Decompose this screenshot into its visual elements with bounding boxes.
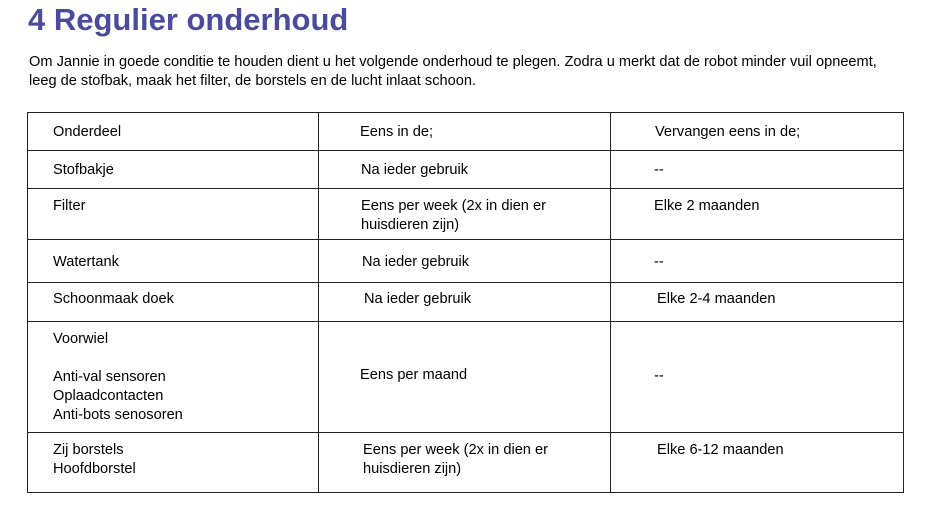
table-row: [28, 240, 904, 283]
table-header-row: [28, 113, 904, 151]
part-label: Anti-val sensoren: [53, 369, 166, 385]
frequency-label: Eens per week (2x in dien er: [363, 442, 548, 458]
replace-cell: [611, 433, 904, 493]
header-part: Onderdeel: [53, 124, 122, 140]
part-cell: [28, 189, 319, 240]
part-label: Voorwiel: [53, 331, 109, 347]
maintenance-table: [27, 112, 904, 493]
frequency-cell: [319, 240, 611, 283]
frequency-label: huisdieren zijn): [361, 217, 460, 233]
table-header-cell: [28, 113, 319, 151]
table-row: [28, 283, 904, 322]
part-cell: [28, 433, 319, 493]
part-label: Filter: [53, 198, 86, 214]
part-label: Zij borstels: [53, 442, 124, 458]
frequency-label: huisdieren zijn): [363, 461, 462, 477]
frequency-cell: [319, 283, 611, 322]
frequency-label: Na ieder gebruik: [362, 254, 470, 270]
part-cell: [28, 322, 319, 433]
part-cell: [28, 240, 319, 283]
table-row: [28, 433, 904, 493]
intro-line: Om Jannie in goede conditie te houden dient u het volgende onderhoud te plegen. Zodra u merkt dat de robot minder vuil opneemt,: [29, 54, 877, 70]
table-row: [28, 189, 904, 240]
replace-label: --: [654, 254, 664, 270]
intro-line: leeg de stofbak, maak het filter, de borstels en de lucht inlaat schoon.: [29, 73, 477, 89]
replace-cell: [611, 151, 904, 189]
frequency-cell: [319, 151, 611, 189]
part-label: Oplaadcontacten: [53, 388, 164, 404]
replace-cell: [611, 189, 904, 240]
frequency-label: Na ieder gebruik: [364, 291, 472, 307]
replace-cell: [611, 283, 904, 322]
frequency-cell: [319, 433, 611, 493]
frequency-cell: [319, 322, 611, 433]
part-cell: [28, 283, 319, 322]
table-header-cell: [319, 113, 611, 151]
replace-label: Elke 6-12 maanden: [657, 442, 784, 458]
part-label: Schoonmaak doek: [53, 291, 174, 307]
table-row: [28, 151, 904, 189]
frequency-label: Eens per maand: [360, 367, 468, 383]
table-header-cell: [611, 113, 904, 151]
intro-paragraph: [29, 53, 941, 91]
replace-cell: [611, 322, 904, 433]
header-replace: Vervangen eens in de;: [655, 124, 801, 140]
header-frequency: Eens in de;: [360, 124, 434, 140]
replace-label: --: [654, 368, 664, 384]
part-label: Anti-bots senosoren: [53, 407, 183, 423]
part-label: Hoofdborstel: [53, 461, 136, 477]
part-label: Stofbakje: [53, 162, 114, 178]
section-heading: 4 Regulier onderhoud: [28, 2, 349, 37]
part-cell: [28, 151, 319, 189]
table-row: [28, 322, 904, 433]
frequency-label: Eens per week (2x in dien er: [361, 198, 546, 214]
replace-label: --: [654, 162, 664, 178]
frequency-label: Na ieder gebruik: [361, 162, 469, 178]
frequency-cell: [319, 189, 611, 240]
replace-label: Elke 2 maanden: [654, 198, 760, 214]
replace-cell: [611, 240, 904, 283]
replace-label: Elke 2-4 maanden: [657, 291, 776, 307]
part-label: Watertank: [53, 254, 119, 270]
